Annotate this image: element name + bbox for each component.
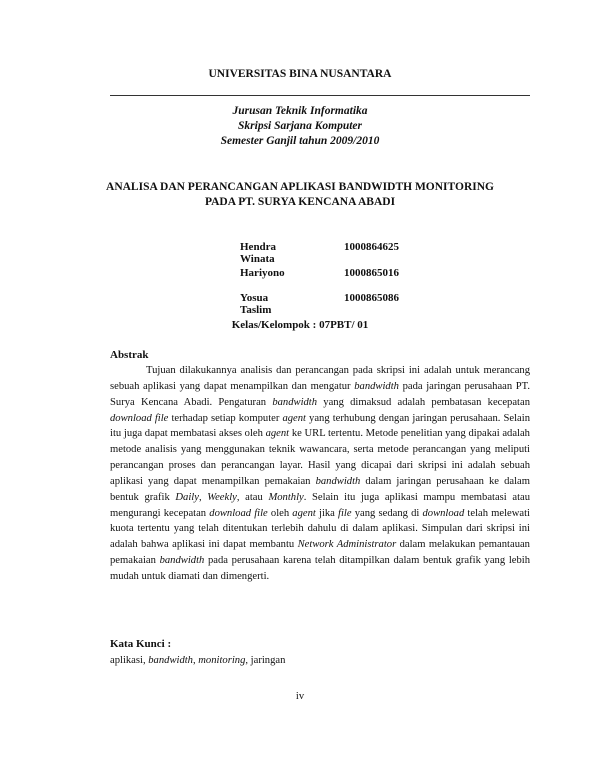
- text-run: yang terhubung dengan jaringan perusahaan. Selain itu juga dapat membatasi akses oleh: [110, 412, 530, 440]
- italic-term: agent: [265, 428, 290, 440]
- text-run: oleh: [267, 507, 293, 519]
- author-id: 1000865086: [344, 292, 399, 304]
- italic-term: bandwidth: [272, 396, 318, 408]
- text-run: pada jaringan perusahaan PT. Surya Kencana Abadi. Pengaturan: [110, 380, 531, 408]
- text-run: , jaringan: [245, 655, 286, 666]
- title-line-1: ANALISA DAN PERANCANGAN APLIKASI BANDWIDTH MONITORING: [106, 181, 494, 193]
- text-run: Tujuan dilakukannya analisis dan perancangan pada skripsi ini adalah untuk merancang sebuah aplikasi yang dapat menampilkan dan mengatur: [110, 365, 530, 392]
- italic-term: bandwidth: [148, 655, 193, 666]
- text-run: yang dimaksud adalah pembatasan kecepatan: [317, 396, 530, 408]
- text-run: pada perusahaan karena telah ditampilkan dalam bentuk grafik yang lebih mudah untuk diamati dan dimengerti.: [110, 555, 531, 582]
- keywords-list: [110, 655, 285, 666]
- keywords-heading: Kata Kunci :: [110, 638, 172, 650]
- university-name: UNIVERSITAS BINA NUSANTARA: [208, 68, 392, 80]
- title-line-2: PADA PT. SURYA KENCANA ABADI: [204, 196, 396, 208]
- text-run: yang sedang di: [351, 507, 423, 519]
- italic-term: bandwidth: [354, 380, 399, 392]
- abstract-body: [110, 363, 530, 585]
- italic-term: download file: [209, 507, 268, 519]
- header-divider: [110, 95, 530, 96]
- italic-term: monitoring: [198, 655, 246, 666]
- author-name: Hendra Winata: [240, 241, 277, 265]
- text-run: dalam melakukan pemantauan pemakaian: [110, 539, 530, 567]
- text-run: telah melewati kuota tertentu yang telah ditentukan terlebih dahulu di dalam aplikasi. Simpulan dari skripsi ini adalah bahwa aplikasi ini dapat membantu: [110, 507, 530, 551]
- text-run: terhadap setiap komputer: [168, 412, 283, 424]
- program-name: Skripsi Sarjana Komputer: [238, 120, 362, 132]
- italic-term: download file: [110, 412, 169, 424]
- abstract-text: [110, 365, 530, 582]
- page-number: iv: [295, 691, 305, 702]
- class-group: Kelas/Kelompok : 07PBT/ 01: [231, 319, 369, 331]
- author-id: 1000865016: [344, 266, 399, 279]
- italic-term: Monthly: [268, 491, 304, 503]
- text-run: aplikasi,: [110, 655, 149, 666]
- italic-term: file: [338, 507, 352, 519]
- text-run: , atau: [236, 491, 269, 503]
- author-name: Yosua Taslim: [240, 292, 272, 316]
- text-run: dalam jaringan perusahaan ke dalam bentuk grafik: [110, 475, 530, 503]
- italic-term: download: [422, 507, 465, 519]
- text-run: ke URL tertentu. Metode penelitian yang dipakai adalah metode analisis yang menggunakan teknik wawancara, serta metode perancangan yang meliputi perancangan proses dan perancangan layar. Hasil yang dicapai dari skripsi ini adalah sebuah aplikasi yang dapat menampilkan pemakaian: [110, 428, 530, 487]
- italic-term: bandwidth: [315, 475, 361, 487]
- italic-term: Daily: [175, 491, 199, 503]
- italic-term: Network Administrator: [297, 539, 397, 551]
- department-block: [0, 104, 600, 149]
- italic-term: Weekly: [207, 491, 237, 503]
- italic-term: agent: [282, 412, 306, 424]
- abstract-heading: Abstrak: [110, 349, 149, 361]
- thesis-title: [0, 180, 600, 210]
- department-name: Jurusan Teknik Informatika: [232, 105, 368, 117]
- italic-term: bandwidth: [159, 555, 205, 567]
- text-run: ,: [192, 655, 199, 666]
- text-run: jika: [315, 507, 339, 519]
- text-run: . Selain itu juga aplikasi mampu membatasi atau mengurangi kecepatan: [110, 491, 531, 519]
- text-run: ,: [198, 491, 208, 503]
- italic-term: agent: [292, 507, 316, 519]
- author-name: Hariyono: [240, 266, 285, 279]
- author-id: 1000864625: [344, 241, 399, 253]
- semester-info: Semester Ganjil tahun 2009/2010: [220, 135, 380, 147]
